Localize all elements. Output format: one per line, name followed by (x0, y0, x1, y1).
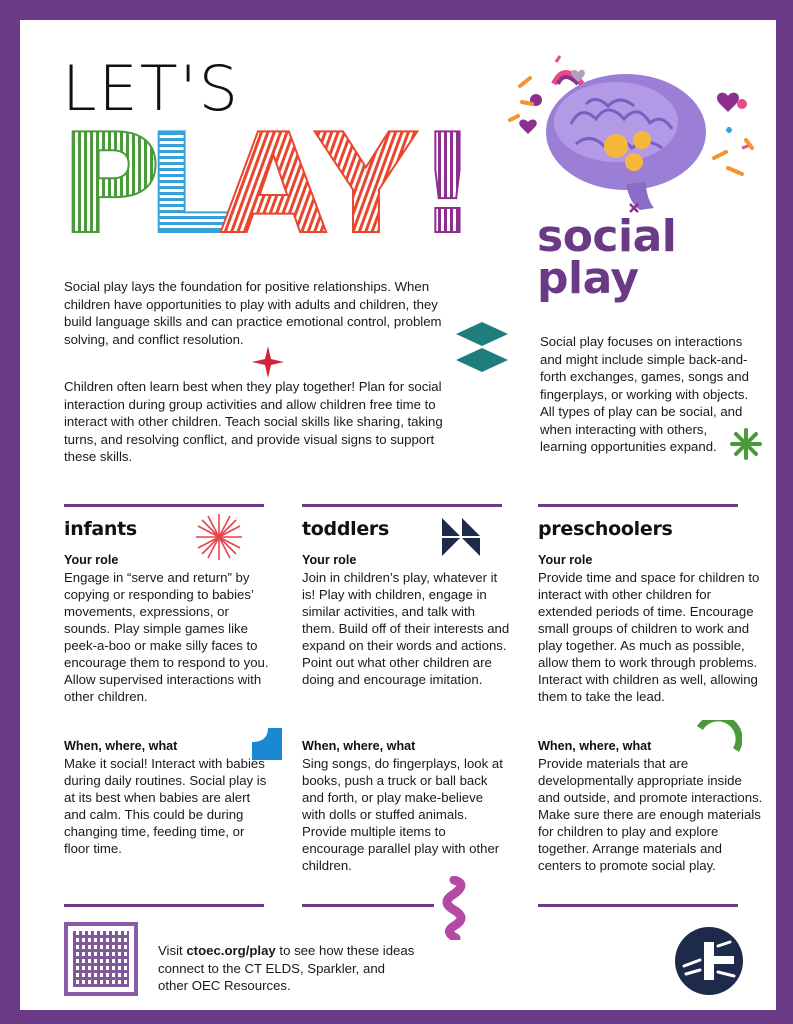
infants-www-label: When, where, what (64, 739, 178, 753)
smiley-emoji-icon (633, 131, 651, 149)
footer-link[interactable]: ctoec.org/play (186, 943, 276, 958)
column-rule-top (302, 504, 502, 507)
social-play-description: Social play focuses on interactions and might include simple back-and-forth exchanges, games, songs and fingerplays, or working with objects. All types of play can be social, and when interacting with others, learning opportunities expand. (540, 334, 749, 454)
infants-www-text: Make it social! Interact with babies during daily routines. Social play is at its best when babies are alert and calm. This could be during changing time, feeding time, or floor time. (64, 756, 267, 856)
preschoolers-www-label: When, where, what (538, 739, 652, 753)
footer-suffix: to see how these ideas connect to the CT ELDS, Sparkler, and other OEC Resources. (158, 943, 415, 993)
sparkle-star-icon (252, 346, 284, 378)
qr-code-pattern (73, 931, 129, 987)
teal-chevrons-icon (456, 322, 508, 372)
navy-triangles-icon (442, 518, 482, 556)
play-letter-a: A (220, 120, 327, 240)
social-play-title (537, 211, 677, 304)
green-burst-icon (730, 428, 762, 460)
toddlers-heading: toddlers (302, 518, 390, 540)
preschoolers-heading: preschoolers (538, 518, 673, 540)
toddlers-role-label: Your role (302, 553, 357, 567)
heart-icon (717, 93, 739, 112)
infants-role-label: Your role (64, 553, 119, 567)
play-heading (60, 120, 480, 240)
green-arc-icon (696, 720, 742, 760)
lets-heading: LET'S (62, 52, 240, 125)
red-burst-icon (196, 514, 242, 560)
intro-paragraph-1: Social play lays the foundation for positive relationships. When children have opportunities to play with adults and children, they build language skills and can practice emotional control, problem solving, and conflict resolution. (64, 279, 442, 347)
preschoolers-role-label: Your role (538, 553, 593, 567)
infants-role-text: Engage in “serve and return” by copying or responding to babies’ movements, expressions, or sounds. Play simple games like peek-a-boo or make silly faces to encourage them to respond to you. Allow supervised interactions with other children. (64, 570, 269, 704)
footer-text (158, 942, 418, 995)
qr-code[interactable] (64, 922, 138, 996)
oec-logo (674, 926, 744, 996)
brain-illustration (466, 44, 766, 214)
toddlers-role-text: Join in children’s play, whatever it is! Play with children, engage in similar activities, and talk with them. Build off of their interests and expand on their words and actions. Point out what other children are doing and encourage imitation. (302, 570, 510, 687)
column-rule-top (538, 504, 738, 507)
play-letter-p: P (60, 120, 162, 240)
smiley-emoji-icon (604, 134, 628, 158)
preschoolers-www-text: Provide materials that are developmentally appropriate inside and outside, and promote interactions. Make sure there are enough materials for children to play and explore together. Arrange materials and centers to promote social play. (538, 756, 763, 873)
column-rule-bottom (64, 904, 264, 907)
play-letter-l: L (146, 120, 234, 240)
play-letter-exclamation: ! (416, 120, 479, 240)
social-title-line1: social (537, 211, 677, 262)
smiley-emoji-icon (625, 153, 643, 171)
play-letter-y: Y (316, 120, 416, 240)
infants-heading: infants (64, 518, 137, 540)
pink-squiggle-icon (436, 876, 472, 940)
toddlers-www-text: Sing songs, do fingerplays, look at books, push a truck or ball back and forth, or play make-believe with dolls or stuffed animals. Provide multiple items to encourage parallel play with other children. (302, 756, 503, 873)
column-rule-bottom (302, 904, 434, 907)
footer-prefix: Visit (158, 943, 187, 958)
social-title-line2: play (537, 253, 639, 304)
flyer-page (20, 20, 776, 1010)
toddlers-www-label: When, where, what (302, 739, 416, 753)
heart-icon (519, 120, 536, 134)
column-rule-top (64, 504, 264, 507)
preschoolers-role-text: Provide time and space for children to interact with other children for extended periods of time. Encourage small groups of children to work and play together. As much as possible, allow them to work through problems. Interact with children as well, allowing them to take the lead. (538, 570, 760, 704)
column-rule-bottom (538, 904, 738, 907)
intro-paragraph-2: Children often learn best when they play together! Plan for social interaction during group activities and allow children free time to interact with other children. Teach social skills like sharing, taking turns, and resolving conflict, and provide visual signs to support these skills. (64, 379, 443, 464)
